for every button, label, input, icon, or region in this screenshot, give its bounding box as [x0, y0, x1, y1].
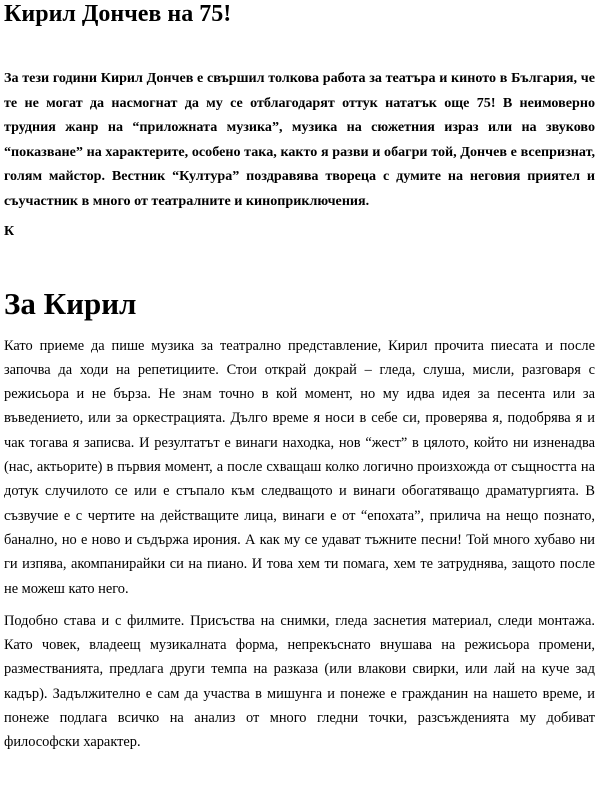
- section-paragraph-2: Подобно става и с филмите. Присъства на снимки, гледа заснетия материал, следи монтажа. Като човек, владеещ музикалната форма, непрекъснато внушава на режисьора промени, разместванията, предлага други темпа на разказа (или влакови свирки, или лай на куче зад кадър). Задължително е сам да участва в мишунга и понеже е гражданин на нашето време, и понеже подлага всичко на анализ от много гледни точки, разсъжденията му добиват философски характер.: [4, 612, 595, 751]
- article-lead: За тези години Кирил Дончев е свършил толкова работа за театъра и киното в България, че те не могат да насмогнат да му се отблагодарят оттук нататък още 75! В неимоверно трудния жанр на “приложната музика”, музика на сюжетния израз или на звуково “показване” на характерите, особено така, както я разви и обагри той, Дончев е всепризнат, голям майстор. Вестник “Култура” поздравява твореца с думите на неговия приятел и съучастник в много от театралните и киноприключения.: [4, 70, 595, 209]
- article-title: Кирил Дончев на 75!: [4, 1, 232, 27]
- section-paragraph-1: Като приеме да пише музика за театрално представление, Кирил прочита пиесата и после започва да ходи на репетициите. Стои открай докрай – гледа, слуша, мисли, разговаря с режисьора и не бърза. Не знам точно в кой момент, но му идва идея за песента или за въведението, или за оркестрацията. Дълго време я носи в себе си, проверява я, подобрява я и чак тогава я записва. И резултатът е винаги находка, нов “жест” в цялото, който ни изненадва (нас, актьорите) в първия момент, а после схващаш колко логично произхожда от същността на дотук случилото се или е стъпало към следващото и винаги обогатяващо драматургията. В съзвучие е с чертите на действащите лица, винаги е от “епохата”, прилича на нещо познато, банално, но е ново и съдържа ирония. А как му се удават тъжните песни! Той много хубаво ни ги изпява, акомпанирайки си на пиано. И това хем ти помага, хем те затруднява, защото после не можеш като него.: [4, 337, 595, 597]
- author-initial: К: [4, 223, 15, 239]
- section-title: За Кирил: [4, 285, 137, 321]
